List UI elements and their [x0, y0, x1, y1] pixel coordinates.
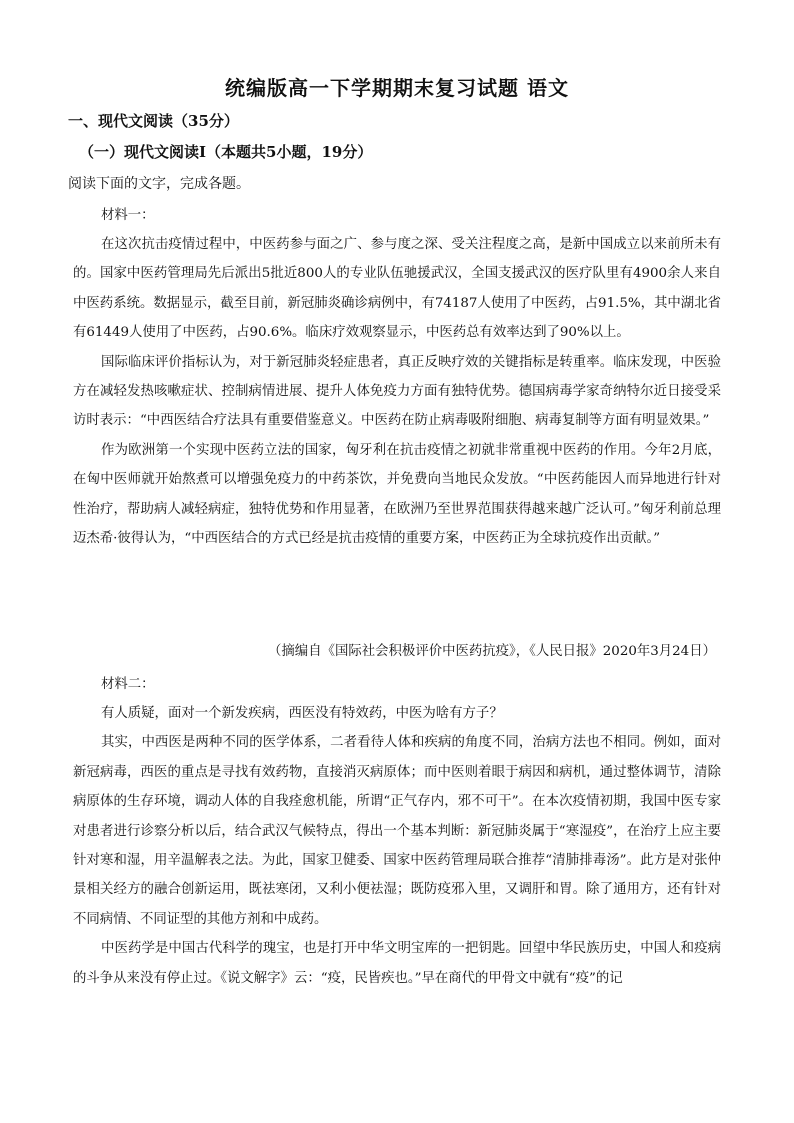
material-two-paragraph: 其实，中西医是两种不同的医学体系，二者看待人体和疾病的角度不同，治病方法也不相同。例如，面对新冠病毒，西医的重点是寻找有效药物，直接消灭病原体；而中医则着眼于病因和病机，通过整体调节，清除病原体的生存环境，调动人体的自我痊愈机能，所谓“正气存内，邪不可干”。在本次疫情初期，我国中医专家对患者进行诊察分析以后，结合武汉气候特点，得出一个基本判断：新冠肺炎属于“寒湿疫”，在治疗上应主要针对寒和湿，用辛温解表之法。为此，国家卫健委、国家中医药管理局联合推荐“清肺排毒汤”。此方是对张仲景相关经方的融合创新运用，既祛寒闭，又利小便祛湿；既防疫邪入里，又调肝和胃。除了通用方，还有针对不同病情、不同证型的其他方剂和中成药。: [73, 735, 721, 927]
material-one-paragraph: 在这次抗击疫情过程中，中医药参与面之广、参与度之深、受关注程度之高，是新中国成立以来前所未有的。国家中医药管理局先后派出5批近800人的专业队伍驰援武汉，全国支援武汉的医疗队里有4900余人来自中医药系统。数据显示，截至目前，新冠肺炎确诊病例中，有74187人使用了中医药，占91.5%，其中湖北省有61449人使用了中医药，占90.6%。临床疗效观察显示，中医药总有效率达到了90%以上。: [73, 237, 721, 341]
material-two-paragraph: 有人质疑，面对一个新发疾病，西医没有特效药，中医为啥有方子？: [101, 706, 503, 721]
material-one-body: [73, 230, 721, 553]
material-two-paragraph: 中医药学是中国古代科学的瑰宝，也是打开中华文明宝库的一把钥匙。回望中华民族历史，中国人和疫病的斗争从来没有停止过。《说文解字》云：“疫，民皆疾也。”早在商代的甲骨文中就有“疫”的记: [73, 941, 721, 986]
material-one-paragraph: 国际临床评价指标认为，对于新冠肺炎轻症患者，真正反映疗效的关键指标是转重率。临床发现，中医验方在减轻发热咳嗽症状、控制病情进展、提升人体免疫力方面有独特优势。德国病毒学家奇纳特尔近日接受采访时表示：“中西医结合疗法具有重要借鉴意义。中医药在防止病毒吸附细胞、病毒复制等方面有明显效果。”: [73, 354, 721, 429]
material-one-source: （摘编自《国际社会积极评价中医药抗疫》，《人民日报》2020年3月24日）: [268, 644, 716, 659]
material-one-paragraph: 作为欧洲第一个实现中医药立法的国家，匈牙利在抗击疫情之初就非常重视中医药的作用。今年2月底，在匈中医师就开始熬煮可以增强免疫力的中药茶饮，并免费向当地民众发放。“中医药能因人而异地进行针对性治疗，帮助病人减轻病症，独特优势和作用显著，在欧洲乃至世界范围获得越来越广泛认可。”匈牙利前总理迈杰希·彼得认为，“中西医结合的方式已经是抗击疫情的重要方案，中医药正为全球抗疫作出贡献。”: [73, 442, 721, 547]
reading-instruction: 阅读下面的文字，完成各题。: [68, 176, 250, 192]
page-title: 统编版高一下学期期末复习试题 语文: [225, 76, 569, 100]
material-one-label: 材料一：: [101, 208, 155, 223]
section-heading-reading: 一、现代文阅读（35分）: [68, 112, 239, 130]
subsection-heading-reading-one: （一）现代文阅读Ⅰ（本题共5小题，19分）: [79, 143, 373, 161]
material-two-label: 材料二：: [101, 677, 155, 692]
material-two-body: [73, 699, 721, 993]
